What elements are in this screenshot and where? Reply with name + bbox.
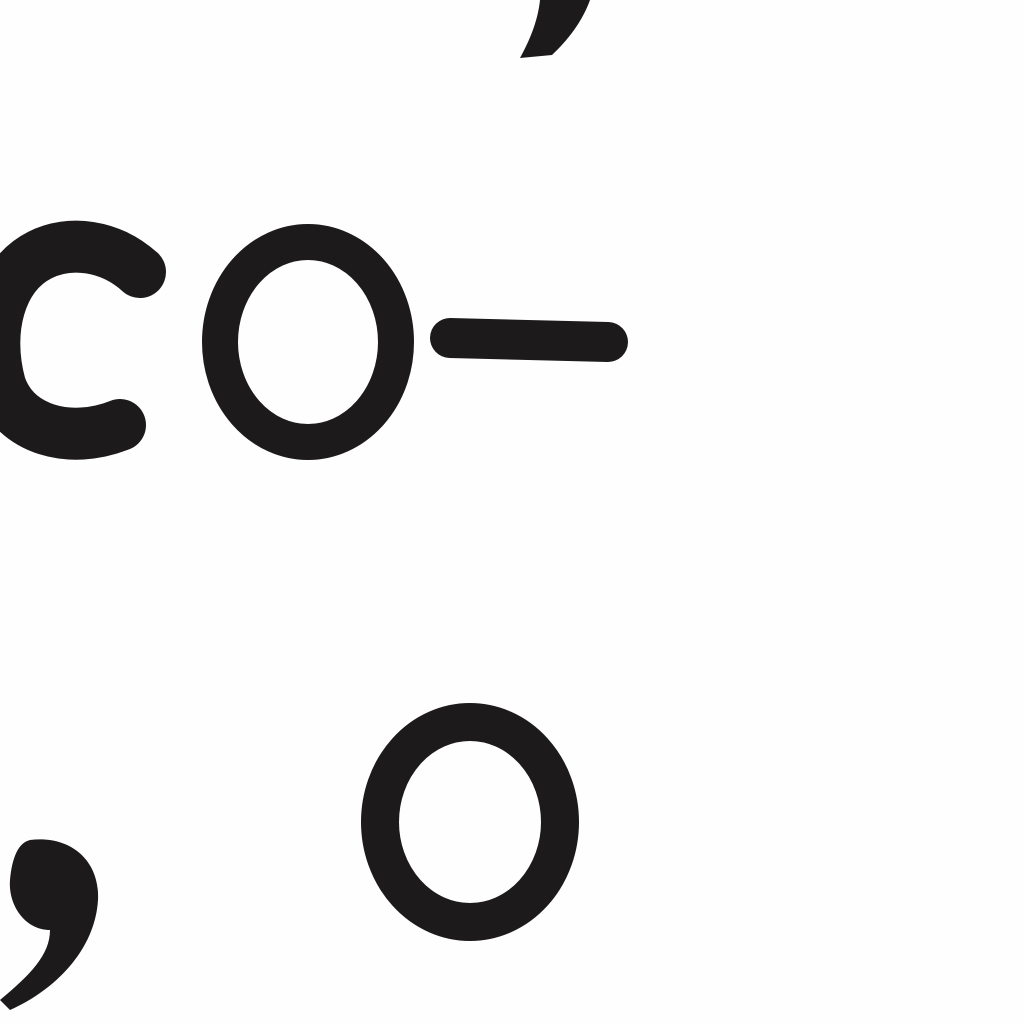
letter-o-glyph bbox=[220, 242, 396, 442]
comma-glyph bbox=[0, 839, 98, 1010]
letter-c-glyph bbox=[0, 247, 140, 434]
letter-o-second-glyph bbox=[380, 722, 560, 922]
hyphen-glyph bbox=[450, 338, 608, 342]
top-apostrophe-glyph bbox=[520, 0, 590, 58]
